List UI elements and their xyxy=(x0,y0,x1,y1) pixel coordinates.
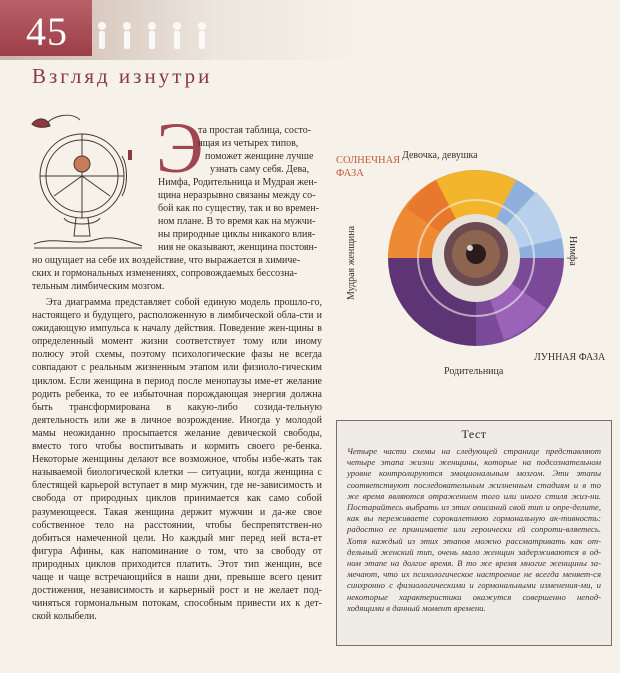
intro-line: бой как по существу, так и во времен- xyxy=(158,203,320,214)
label-sun-phase xyxy=(336,154,400,180)
label-sun-phase-line1: СОЛНЕЧНАЯ xyxy=(336,155,401,166)
body-paragraph: Эта диаграмма представляет собой единую модель прошло-го, настоящего и будущего, расположенную в лимбической обла-сти и ожидающую импульса к началу действия. Поведение жен-щины в определенный момент жизни соответствует тому или иному полюсу этой схемы, поэтому психологические фазы не всегда совпадают с реальным жизненным этапом или физиоло-гическим циклом. Если женщина в период после менопаузы име-ет желание родить ребенка, то ее избыточная порождающая энергия должна быть трансформирована в какую-либо созида-тельную деятельность или же в личное возрождение. Иногда у молодой мамы неожиданно просыпается желание девической свободы, вместо того чтобы воспитывать и кормить своего ре-бенка. Некоторые женщины делают все возможное, чтобы избе-жать так называемой биологической клетки — ситуации, когда женщина с блестящей карьерой вступает в мир мужчин, где не-зависимость и свобода от природных циклов принимается как само собой разумеющееся. Такая женщина держит мужчин и да-же свое собственное тело на расстоянии, чтобы беспрепятствен-но добиться намеченной цели. Но каждый миг перед ней вста-ет фигура Афины, как напоминание о том, что за свободу от природных циклов приходится платить. Этот тип женщин, все чаще и чаще встречающийся в наши дни, превыше всего ценит достижения, независимость и карьерный рост и не желает под-чиняться гормональным потокам, способным привести их к дет-ской колыбели. xyxy=(32,297,322,623)
intro-line: тельным лимбическим мозгом. xyxy=(32,281,165,292)
test-title: Тест xyxy=(461,427,487,441)
label-mother: Родительница xyxy=(444,366,504,377)
label-sun-phase-line2: ФАЗА xyxy=(336,168,364,179)
page-number: 45 xyxy=(26,9,68,54)
intro-line: ния не оказывают, женщина постоян- xyxy=(158,242,318,253)
test-text: Четыре части схемы на следующей странице представляют четыре этапа жизни женщины, которые на подсознательном уровне контролируются эмоциональным мозгом. Эти этапы соответствуют последовательным жизненным стадиям и в то же время являются отражением того или иного стиля жиз-ни. Постарайтесь выбрать из этих описаний свой тип и опре-делите, как вы переживаете сорокалетнюю гормональную ак-тивность: радостно ее принимаете или героически ей сопроти-вляетесь. Хотя каждый из этих этапов можно рассматривать как от-дельный женский тип, очень мало женщин задерживаются в од-ном этапе на долгое время. В то же время многие женщины за-мечают, что их психологическое настроение не всегда меняет-ся синхронно с физиологическими и гормональными изменения-ми, и некоторые характеристики окажутся совершенно непод-ходящими в данный момент времени. xyxy=(347,446,601,613)
label-girl: Девочка, девушка xyxy=(402,150,478,161)
intro-line: но ощущает на себе их воздействие, что выражается в химиче- xyxy=(32,255,301,266)
intro-line: узнать саму себя. Дева, xyxy=(210,164,310,175)
test-box xyxy=(336,420,612,646)
label-nymph: Нимфа xyxy=(567,236,578,266)
intro-line: ны природные циклы никакого влия- xyxy=(158,229,316,240)
intro-line: поможет женщине лучше xyxy=(205,151,314,162)
intro-line: та простая таблица, состо- xyxy=(198,125,312,136)
drop-cap: Э xyxy=(156,108,204,188)
body-column xyxy=(32,296,322,623)
human-figures-decoration xyxy=(92,18,232,58)
page-number-box xyxy=(0,0,92,56)
label-moon-phase: ЛУННАЯ ФАЗА xyxy=(534,352,606,363)
label-wise-woman: Мудрая женщина xyxy=(346,225,357,300)
intro-line: ских и гормональных изменениях, сопровождаемых бессозна- xyxy=(32,268,298,279)
section-heading: Взгляд изнутри xyxy=(32,64,213,88)
intro-line: щина неразрывно связаны между со- xyxy=(158,190,316,201)
intro-line: ном плане. В то время как на мужчи- xyxy=(158,216,316,227)
intro-line: Нимфа, Родительница и Мудрая жен- xyxy=(158,177,318,188)
phase-wheel-diagram xyxy=(386,168,566,348)
alchemical-engraving-illustration xyxy=(24,96,148,254)
intro-line: ящая из четырех типов, xyxy=(198,138,299,149)
